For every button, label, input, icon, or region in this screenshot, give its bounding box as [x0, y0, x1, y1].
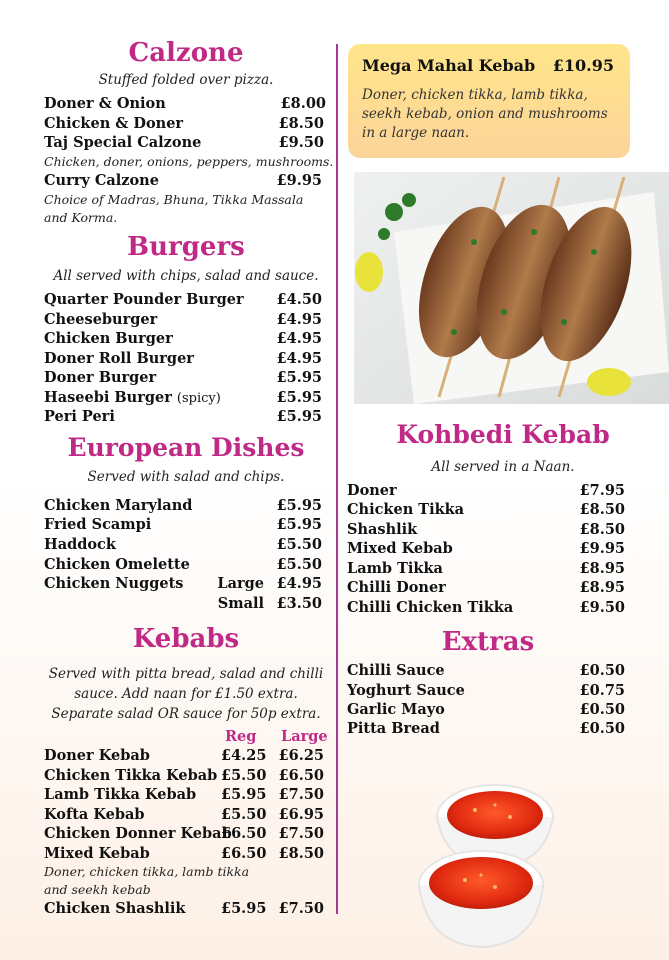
- item-price-large: £6.25: [278, 747, 324, 764]
- item-name: Peri Peri: [44, 408, 115, 425]
- item-price-reg: £5.50: [221, 767, 267, 784]
- item-name: Pitta Bread: [347, 720, 440, 737]
- item-price: £9.50: [579, 599, 625, 616]
- item-name: Quarter Pounder Burger: [44, 291, 244, 308]
- item-price: £8.00: [280, 95, 326, 112]
- mega-mahal-kebab-card: [348, 44, 630, 158]
- item-price: £8.95: [579, 560, 625, 577]
- item-price-large: £7.50: [278, 825, 324, 842]
- item-price: £4.95: [276, 330, 322, 347]
- item-size: Small: [217, 595, 264, 612]
- item-description: Chicken, doner, onions, peppers, mushrooms.: [44, 154, 334, 169]
- item-name: Doner Kebab: [44, 747, 150, 764]
- item-price: £5.95: [276, 408, 322, 425]
- item-name: Chilli Chicken Tikka: [347, 599, 514, 616]
- item-name: Curry Calzone: [44, 172, 159, 189]
- item-price-large: £6.95: [278, 806, 324, 823]
- item-name: Doner & Onion: [44, 95, 166, 112]
- kebabs-subtitle-line-2: sauce. Add naan for £1.50 extra.: [74, 686, 298, 702]
- item-description: Doner, chicken tikka, lamb tikka and seekh kebab: [44, 864, 250, 897]
- kebab-skewers-photo: [354, 172, 669, 404]
- item-name: Haddock: [44, 536, 116, 553]
- item-price-large: £8.50: [278, 845, 324, 862]
- item-name-text: Haseebi Burger: [44, 389, 172, 406]
- chilli-sauce-bowls-photo: [415, 755, 565, 955]
- item-name: Chicken Shashlik: [44, 900, 186, 917]
- reg-column-header: Reg: [225, 728, 257, 745]
- item-price: £4.95: [276, 350, 322, 367]
- item-name: Yoghurt Sauce: [347, 682, 465, 699]
- item-price: £4.95: [276, 575, 322, 592]
- item-name: Chicken & Doner: [44, 115, 184, 132]
- item-price-reg: £4.25: [221, 747, 267, 764]
- item-name: Chicken Omelette: [44, 556, 190, 573]
- item-price: £0.50: [579, 720, 625, 737]
- item-name: Mixed Kebab: [347, 540, 453, 557]
- item-name: Chicken Tikka Kebab: [44, 767, 218, 784]
- burgers-subtitle: All served with chips, salad and sauce.: [53, 268, 319, 284]
- burgers-heading: Burgers: [127, 232, 245, 262]
- item-name: Mixed Kebab: [44, 845, 150, 862]
- item-price: £9.95: [276, 172, 322, 189]
- item-price: £4.95: [276, 311, 322, 328]
- large-column-header: Large: [281, 728, 328, 745]
- item-name: Taj Special Calzone: [44, 134, 202, 151]
- item-price-reg: £5.95: [221, 786, 267, 803]
- item-price-reg: £6.50: [221, 845, 267, 862]
- kohbedi-subtitle: All served in a Naan.: [431, 459, 575, 475]
- kebabs-heading: Kebabs: [132, 624, 240, 654]
- item-price: £8.50: [278, 115, 324, 132]
- item-name: Lamb Tikka Kebab: [44, 786, 197, 803]
- item-price-reg: £6.50: [221, 825, 267, 842]
- kohbedi-heading: Kohbedi Kebab: [396, 420, 610, 449]
- item-price: £5.95: [276, 497, 322, 514]
- item-name: Chicken Burger: [44, 330, 173, 347]
- kebabs-subtitle-line-3: Separate salad OR sauce for 50p extra.: [51, 706, 321, 722]
- european-subtitle: Served with salad and chips.: [87, 469, 285, 485]
- item-name: Cheeseburger: [44, 311, 158, 328]
- item-name: Lamb Tikka: [347, 560, 443, 577]
- calzone-subtitle: Stuffed folded over pizza.: [98, 72, 274, 88]
- item-price: £9.95: [579, 540, 625, 557]
- spicy-note: (spicy): [176, 391, 221, 406]
- item-name: Garlic Mayo: [347, 701, 445, 718]
- european-heading: European Dishes: [67, 433, 305, 462]
- item-price: £5.95: [276, 369, 322, 386]
- item-name: Kofta Kebab: [44, 806, 145, 823]
- item-price: £8.50: [579, 521, 625, 538]
- item-name: Chicken Tikka: [347, 501, 465, 518]
- item-price: £4.50: [276, 291, 322, 308]
- item-price: £5.95: [276, 516, 322, 533]
- item-size: Large: [217, 575, 264, 592]
- item-name: Doner: [347, 482, 397, 499]
- item-price: £0.50: [579, 701, 625, 718]
- mega-price: £10.95: [552, 56, 614, 75]
- calzone-heading: Calzone: [128, 38, 244, 68]
- item-price-large: £7.50: [278, 900, 324, 917]
- item-name: Doner Roll Burger: [44, 350, 194, 367]
- item-price: £8.50: [579, 501, 625, 518]
- item-name: Doner Burger: [44, 369, 157, 386]
- item-price-reg: £5.50: [221, 806, 267, 823]
- item-price-reg: £5.95: [221, 900, 267, 917]
- kebabs-subtitle-line-1: Served with pitta bread, salad and chilli: [48, 666, 324, 682]
- item-price-large: £6.50: [278, 767, 324, 784]
- item-price-large: £7.50: [278, 786, 324, 803]
- item-name: Fried Scampi: [44, 516, 152, 533]
- item-price: £5.50: [276, 536, 322, 553]
- mega-title: Mega Mahal Kebab: [362, 56, 536, 75]
- item-name: Chilli Sauce: [347, 662, 445, 679]
- item-name: Chicken Nuggets: [44, 575, 184, 592]
- item-price: £3.50: [276, 595, 322, 612]
- item-description: Choice of Madras, Bhuna, Tikka Massala and Korma.: [44, 192, 304, 225]
- item-price: £5.95: [276, 389, 322, 406]
- item-price: £0.75: [579, 682, 625, 699]
- item-price: £5.50: [276, 556, 322, 573]
- item-price: £0.50: [579, 662, 625, 679]
- item-price: £9.50: [278, 134, 324, 151]
- item-name: Chilli Doner: [347, 579, 446, 596]
- item-name: Chicken Donner Kebab: [44, 825, 232, 842]
- extras-heading: Extras: [441, 627, 535, 657]
- item-price: £7.95: [579, 482, 625, 499]
- mega-description: Doner, chicken tikka, lamb tikka, seekh kebab, onion and mushrooms in a large naan.: [362, 87, 608, 141]
- item-name: Shashlik: [347, 521, 418, 538]
- item-name: Chicken Maryland: [44, 497, 193, 514]
- item-price: £8.95: [579, 579, 625, 596]
- item-name: [44, 389, 221, 406]
